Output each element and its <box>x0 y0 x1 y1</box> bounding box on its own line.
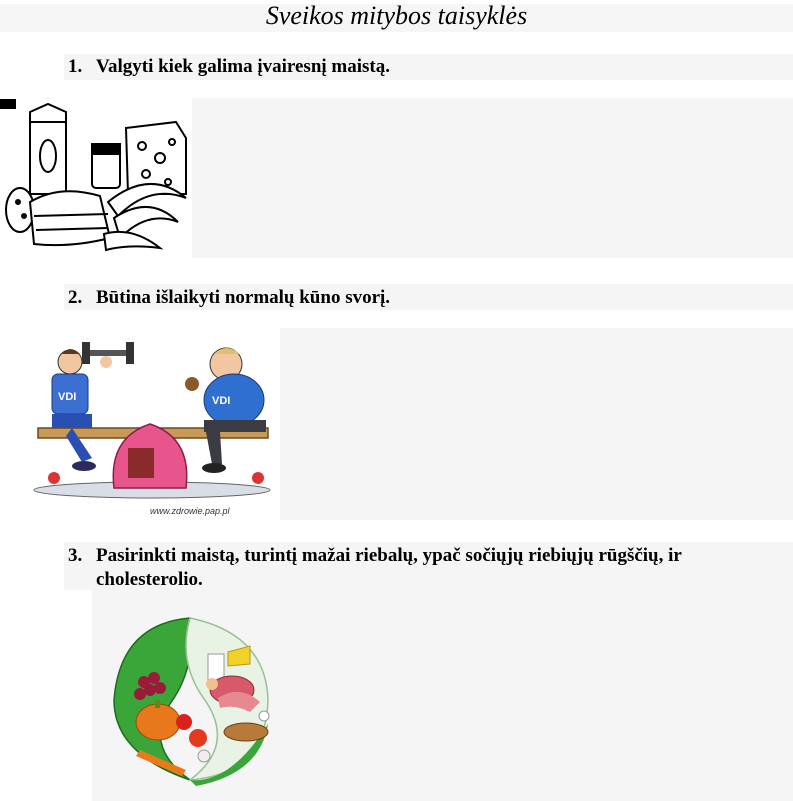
right-shirt-label: VDI <box>212 395 231 407</box>
left-shirt-label: VDI <box>58 391 77 403</box>
rule-text-line-1: Pasirinkti maistą, turintį mažai riebalų, ypač sočiųjų riebiųjų rūgščių, ir <box>96 545 682 566</box>
rule-text-line-2: cholesterolio. <box>96 569 203 590</box>
rule-number: 3. <box>68 545 83 566</box>
food-yin-yang-illustration <box>100 604 280 794</box>
assorted-foods-illustration <box>0 98 192 258</box>
image-2-band <box>280 328 793 520</box>
rule-text: Būtina išlaikyti normalų kūno svorį. <box>96 287 391 308</box>
rule-number: 2. <box>68 287 83 308</box>
page-title: Sveikos mitybos taisyklės <box>265 1 528 30</box>
rule-text: Valgyti kiek galima įvairesnį maistą. <box>96 56 390 77</box>
image-1-band <box>190 98 793 258</box>
seesaw-cartoon-illustration <box>22 328 280 520</box>
image-watermark: www.zdrowie.pap.pl <box>150 506 230 516</box>
rule-number: 1. <box>68 56 83 77</box>
rule-3 <box>68 544 788 592</box>
